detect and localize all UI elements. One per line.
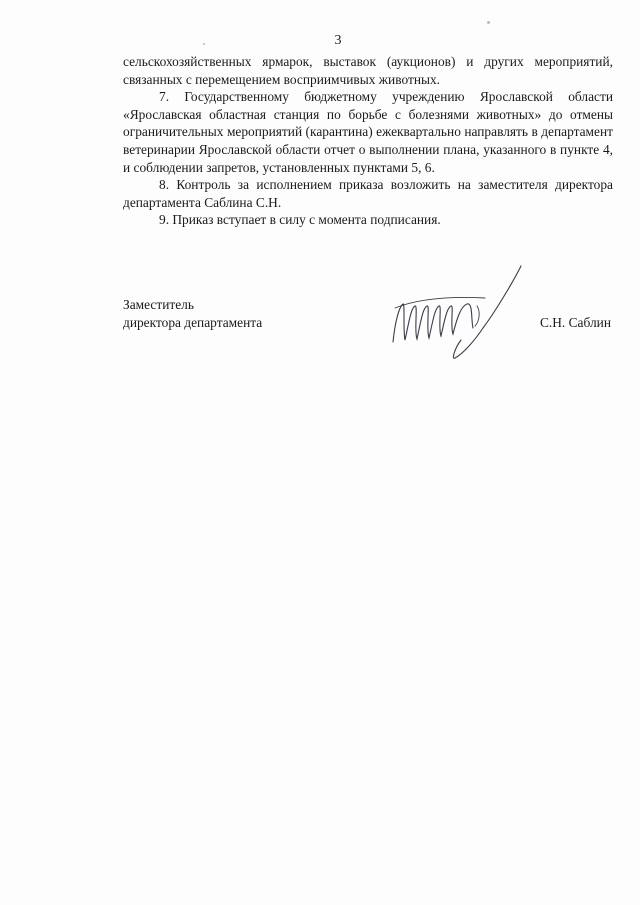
document-body bbox=[123, 53, 613, 229]
signer-position-line2: директора департамента bbox=[123, 315, 263, 330]
scan-speck bbox=[203, 43, 205, 45]
signer-name: С.Н. Саблин bbox=[539, 315, 611, 330]
paragraph-continuation: сельскохозяйственных ярмарок, выставок (аукционов) и других мероприятий, связанных с перемещением восприимчивых животных. bbox=[123, 54, 613, 87]
page-number: 3 bbox=[334, 33, 342, 48]
handwritten-signature bbox=[385, 262, 525, 362]
signer-position-line1: Заместитель bbox=[123, 297, 194, 312]
paragraph-item-8: 8. Контроль за исполнением приказа возложить на заместителя директора департамента Саблина С.Н. bbox=[123, 177, 613, 210]
scan-speck bbox=[487, 21, 490, 24]
paragraph-item-9: 9. Приказ вступает в силу с момента подписания. bbox=[159, 212, 441, 228]
signature-block bbox=[123, 296, 613, 366]
signer-position bbox=[123, 296, 262, 332]
paragraph-item-7: 7. Государственному бюджетному учреждению Ярославской области «Ярославская областная станция по борьбе с болезнями животных» до отмены ограничительных мероприятий (карантина) ежеквартально направлять в департамент ветеринарии Ярославской области отчет о выполнении плана, указанного в пункте 4, и соблюдении запретов, установленных пунктами 5, 6. bbox=[123, 89, 613, 175]
